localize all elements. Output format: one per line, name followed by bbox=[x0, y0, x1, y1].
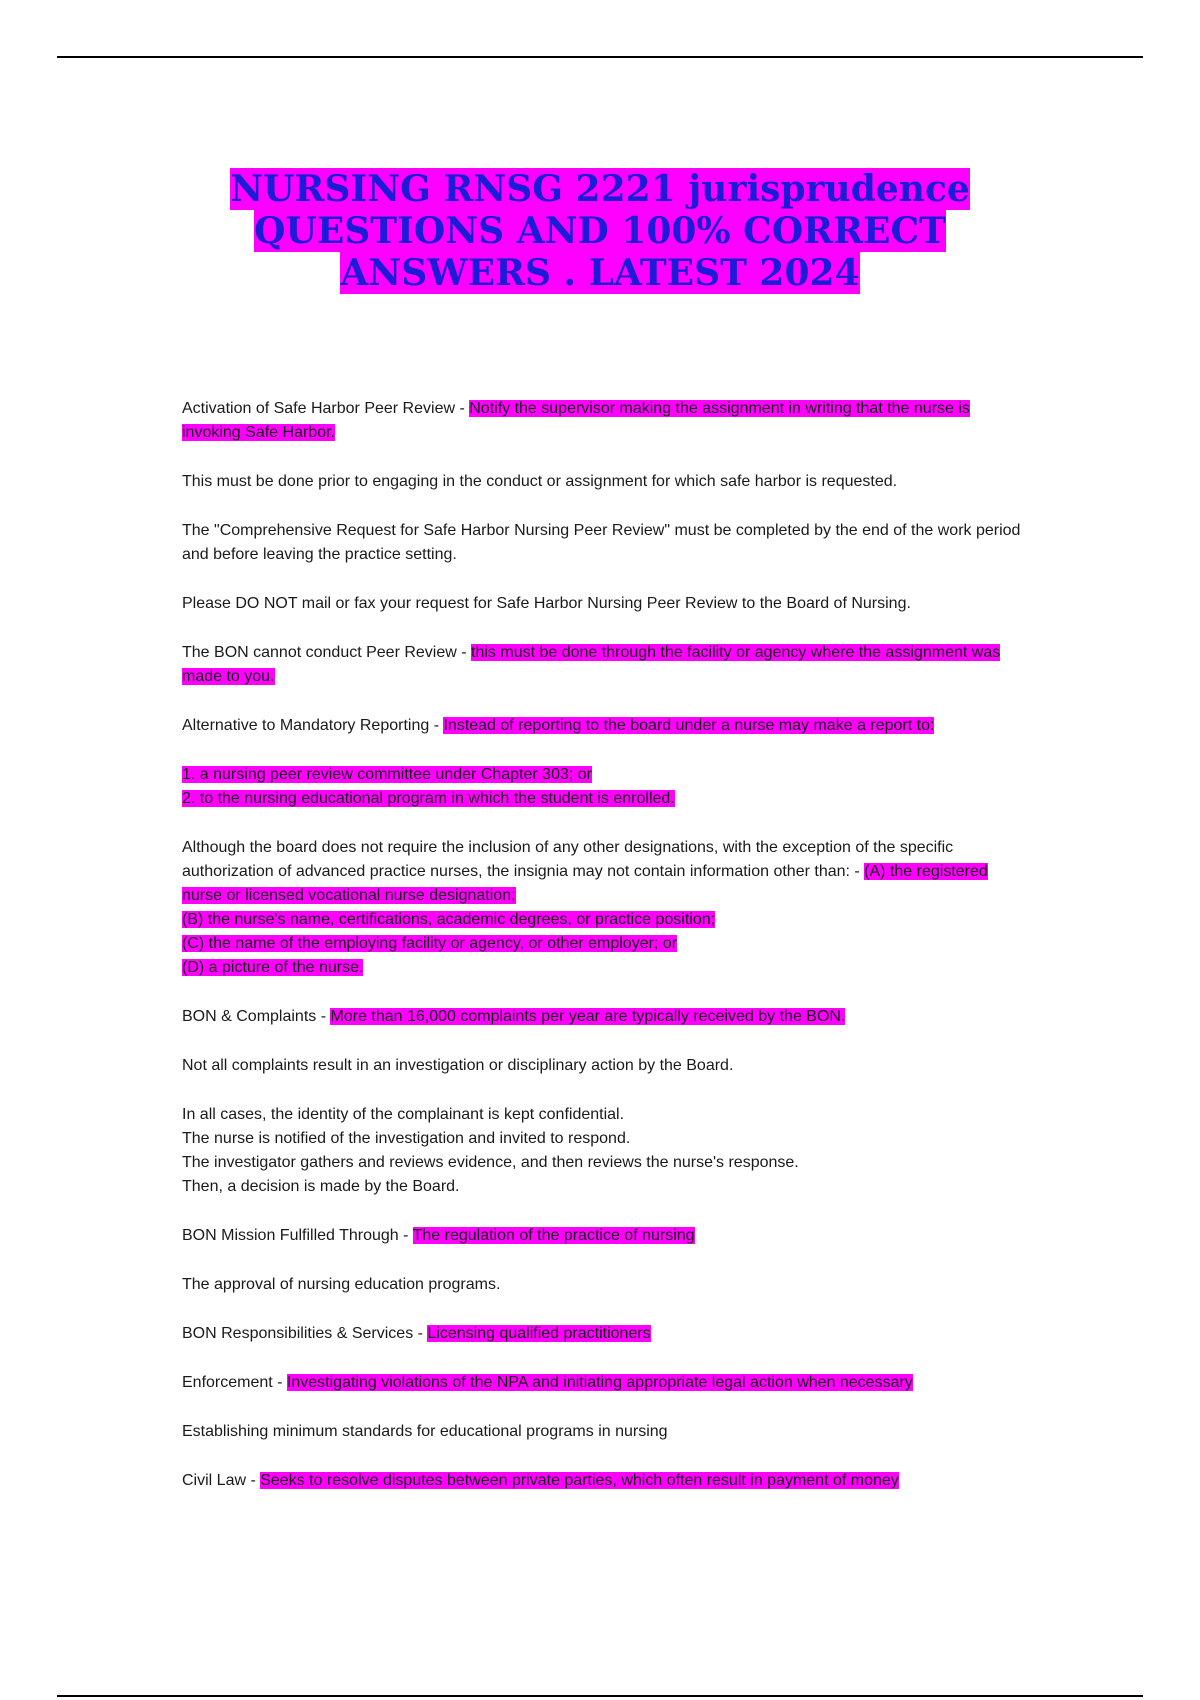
entry-mission bbox=[182, 1224, 1022, 1248]
answer-highlight: Instead of reporting to the board under a nurse may make a report to: bbox=[443, 717, 935, 734]
entry-safe-harbor bbox=[182, 397, 1022, 445]
entry-civil-law bbox=[182, 1469, 1022, 1493]
note-safe-harbor-3: Please DO NOT mail or fax your request for Safe Harbor Nursing Peer Review to the Board of Nursing. bbox=[182, 595, 911, 612]
note-complaints-1: Not all complaints result in an investigation or disciplinary action by the Board. bbox=[182, 1057, 734, 1074]
insignia-item-a: (A) the registered nurse or licensed vocational nurse designation; bbox=[182, 863, 988, 904]
entry-bon-peer-review bbox=[182, 641, 1022, 689]
entry-alt-reporting bbox=[182, 714, 1022, 738]
answer-highlight: this must be done through the facility or agency where the assignment was made to you. bbox=[182, 644, 1001, 685]
term: Although the board does not require the inclusion of any other designations, with the exception of the specific authorization of advanced practice nurses, the insignia may not contain information other than: - bbox=[182, 839, 954, 880]
process-line: In all cases, the identity of the complainant is kept confidential. bbox=[182, 1106, 625, 1123]
term: BON & Complaints - bbox=[182, 1008, 331, 1025]
entry-insignia bbox=[182, 836, 1022, 980]
term: BON Mission Fulfilled Through - bbox=[182, 1227, 413, 1244]
bottom-rule bbox=[57, 1695, 1143, 1697]
insignia-item-c: (C) the name of the employing facility or agency, or other employer; or bbox=[182, 935, 678, 952]
title-line-1: NURSING RNSG 2221 jurisprudence bbox=[230, 168, 970, 210]
term: Activation of Safe Harbor Peer Review - bbox=[182, 400, 470, 417]
answer-highlight: Notify the supervisor making the assignment in writing that the nurse is invoking Safe Harbor. bbox=[182, 400, 970, 441]
top-rule bbox=[57, 56, 1143, 58]
term: Enforcement - bbox=[182, 1374, 287, 1391]
title-line-2: QUESTIONS AND 100% CORRECT bbox=[254, 210, 946, 252]
note-standards: Establishing minimum standards for educational programs in nursing bbox=[182, 1423, 668, 1440]
process-line: The nurse is notified of the investigation and invited to respond. bbox=[182, 1130, 631, 1147]
alt-reporting-list bbox=[182, 763, 1022, 811]
insignia-item-d: (D) a picture of the nurse. bbox=[182, 959, 364, 976]
process-line: Then, a decision is made by the Board. bbox=[182, 1178, 460, 1195]
answer-highlight: Investigating violations of the NPA and initiating appropriate legal action when necessary bbox=[286, 1374, 913, 1391]
answer-highlight: The regulation of the practice of nursing bbox=[412, 1227, 695, 1244]
insignia-item-b: (B) the nurse's name, certifications, academic degrees, or practice position; bbox=[182, 911, 716, 928]
list-item: 1. a nursing peer review committee under Chapter 303; or bbox=[182, 766, 592, 783]
complaints-process bbox=[182, 1103, 1022, 1199]
list-item: 2. to the nursing educational program in which the student is enrolled. bbox=[182, 790, 675, 807]
term: Civil Law - bbox=[182, 1472, 261, 1489]
answer-highlight: More than 16,000 complaints per year are typically received by the BON. bbox=[330, 1008, 846, 1025]
answer-highlight: Licensing qualified practitioners bbox=[427, 1325, 651, 1342]
term: The BON cannot conduct Peer Review - bbox=[182, 644, 472, 661]
title-line-3: ANSWERS . LATEST 2024 bbox=[340, 252, 860, 294]
entry-responsibilities bbox=[182, 1322, 1022, 1346]
document-body bbox=[182, 397, 1022, 1518]
note-mission: The approval of nursing education programs. bbox=[182, 1276, 501, 1293]
entry-enforcement bbox=[182, 1371, 1022, 1395]
term: Alternative to Mandatory Reporting - bbox=[182, 717, 444, 734]
entry-complaints bbox=[182, 1005, 1022, 1029]
note-safe-harbor-1: This must be done prior to engaging in the conduct or assignment for which safe harbor is requested. bbox=[182, 473, 898, 490]
term: BON Responsibilities & Services - bbox=[182, 1325, 428, 1342]
process-line: The investigator gathers and reviews evidence, and then reviews the nurse's response. bbox=[182, 1154, 799, 1171]
note-safe-harbor-2: The "Comprehensive Request for Safe Harbor Nursing Peer Review" must be completed by the end of the work period and before leaving the practice setting. bbox=[182, 522, 1021, 563]
answer-highlight: Seeks to resolve disputes between private parties, which often result in payment of money bbox=[260, 1472, 899, 1489]
document-title bbox=[100, 168, 1100, 294]
